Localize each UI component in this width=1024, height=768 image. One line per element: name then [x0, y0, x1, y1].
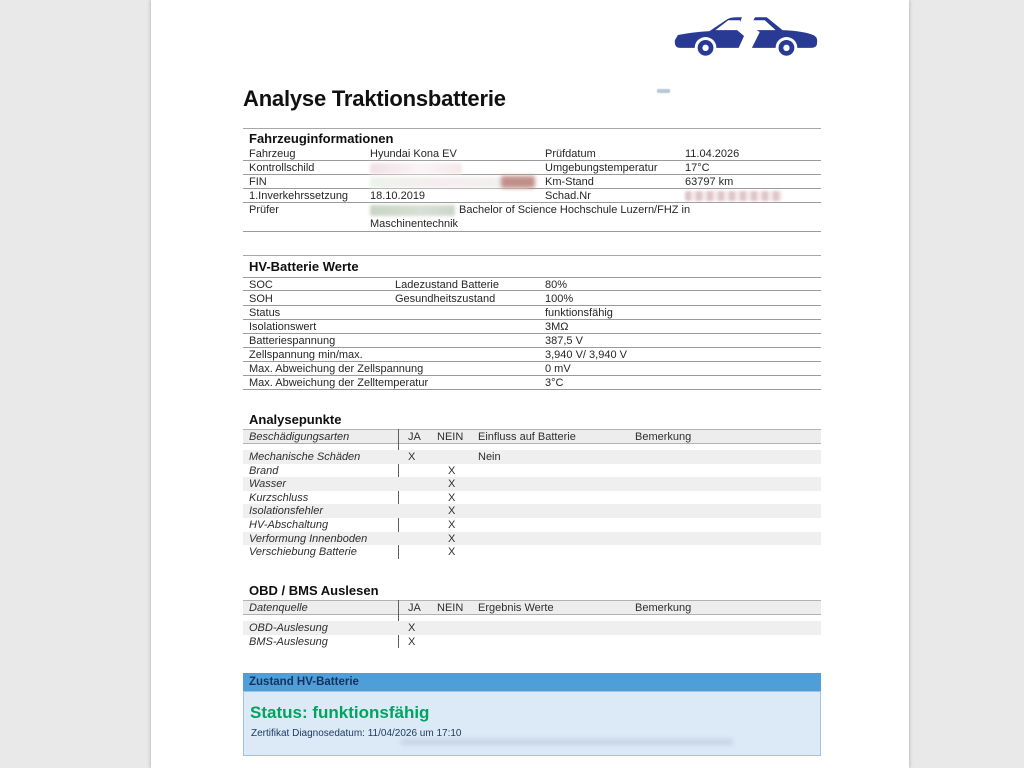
row-desc: Ladezustand Batterie [395, 279, 499, 291]
analysis-row [243, 477, 821, 491]
redacted-text-line [401, 739, 733, 745]
nein-mark: X [448, 491, 456, 504]
obd-row [243, 635, 821, 649]
analysis-section [243, 412, 821, 560]
row-label2: Umgebungstemperatur [545, 162, 658, 174]
split-car-logo [672, 12, 820, 60]
hv-values-section [243, 255, 821, 390]
obd-title: OBD / BMS Auslesen [249, 583, 379, 598]
vehicle-info-title: Fahrzeuginformationen [249, 131, 394, 146]
col-header: Datenquelle [249, 602, 308, 614]
analysis-header-row [243, 429, 821, 444]
table-row [243, 189, 821, 203]
col-header: Beschädigungsarten [249, 431, 350, 443]
ja-mark: X [408, 635, 416, 648]
vehicle-info-section [243, 128, 821, 233]
nein-mark: X [448, 505, 456, 518]
table-row [243, 161, 821, 175]
analysis-title: Analysepunkte [249, 412, 342, 427]
row-value: 3°C [545, 377, 564, 389]
row-label: Isolationswert [249, 321, 317, 333]
row-label: Fahrzeug [249, 148, 296, 160]
analysis-row [243, 491, 821, 505]
row-value2: 17°C [685, 162, 710, 174]
obd-header-row [243, 600, 821, 615]
row-value: 387,5 V [545, 335, 583, 347]
ja-mark: X [408, 622, 416, 634]
col-header: Bemerkung [635, 431, 692, 443]
redacted-value [501, 176, 535, 188]
table-row [243, 334, 821, 348]
row-value2: 63797 km [685, 176, 734, 188]
row-value: 0 mV [545, 363, 571, 375]
row-label: Batteriespannung [249, 335, 336, 347]
row-label: HV-Abschaltung [249, 519, 329, 531]
col-header-ja: JA [408, 602, 421, 614]
nein-mark: X [448, 478, 456, 491]
row-label: Kontrollschild [249, 162, 315, 174]
row-label: Status [249, 307, 281, 319]
row-label: Mechanische Schäden [249, 451, 361, 463]
analysis-row [243, 532, 821, 546]
table-row [243, 175, 821, 189]
row-label: Prüfer [249, 204, 279, 216]
row-label: Verschiebung Batterie [249, 546, 357, 559]
row-label: Max. Abweichung der Zellspannung [249, 363, 424, 375]
status-banner-header: Zustand HV-Batterie [243, 673, 821, 691]
redacted-value [370, 163, 462, 174]
table-row [243, 147, 821, 161]
row-desc: Gesundheitszustand [395, 293, 496, 305]
row-value: 3,940 V/ 3,940 V [545, 349, 627, 361]
table-row [243, 362, 821, 376]
divider [243, 128, 821, 129]
row-value: Hyundai Kona EV [370, 148, 457, 160]
redacted-value [370, 205, 455, 216]
nein-mark: X [448, 532, 456, 545]
col-header: Ergebnis Werte [478, 602, 554, 614]
row-label: OBD-Auslesung [249, 622, 328, 634]
divider [243, 255, 821, 256]
row-label: BMS-Auslesung [249, 635, 328, 648]
hv-values-title: HV-Batterie Werte [249, 259, 359, 274]
row-value: 80% [545, 279, 568, 291]
row-value-line2: Maschinentechnik [370, 218, 459, 230]
row-value: 3MΩ [545, 321, 569, 333]
row-value: funktionsfähig [545, 307, 613, 319]
col-header: Bemerkung [635, 602, 692, 614]
split-car-icon [672, 12, 820, 60]
page-title: Analyse Traktionsbatterie [243, 86, 506, 111]
table-row [243, 348, 821, 362]
analysis-row [243, 518, 821, 532]
table-row [243, 320, 821, 334]
document-page [151, 0, 909, 768]
nein-mark: X [448, 464, 456, 477]
table-row [243, 306, 821, 320]
row-label: SOC [249, 279, 273, 291]
row-value-line1: Bachelor of Science Hochschule Luzern/FHZ in [459, 204, 691, 216]
row-label2: Schad.Nr [545, 190, 591, 202]
redacted-logo-text [657, 89, 670, 93]
table-row [243, 376, 821, 390]
analysis-row [243, 450, 821, 464]
col-header-nein: NEIN [437, 431, 464, 443]
row-value: 18.10.2019 [370, 190, 426, 202]
row-label: Brand [249, 464, 279, 477]
nein-mark: X [448, 546, 456, 559]
table-row [243, 203, 821, 232]
row-label: Wasser [249, 478, 287, 491]
row-label: SOH [249, 293, 273, 305]
row-label: Verformung Innenboden [249, 532, 368, 545]
ja-mark: X [408, 451, 416, 463]
row-label: Zellspannung min/max. [249, 349, 363, 361]
row-label2: Km-Stand [545, 176, 594, 188]
row-label: FIN [249, 176, 267, 188]
analysis-row [243, 504, 821, 518]
einfluss-value: Nein [478, 451, 501, 463]
table-row [243, 277, 821, 291]
obd-section [243, 583, 821, 649]
row-label: Isolationsfehler [249, 505, 323, 518]
row-value2: 11.04.2026 [685, 148, 740, 160]
col-header-nein: NEIN [437, 602, 464, 614]
row-label: Max. Abweichung der Zelltemperatur [249, 377, 429, 389]
row-label: 1.Inverkehrssetzung [249, 190, 349, 202]
row-label: Kurzschluss [249, 491, 309, 504]
row-value: 100% [545, 293, 574, 305]
col-header: Einfluss auf Batterie [478, 431, 576, 443]
col-header-ja: JA [408, 431, 421, 443]
row-label2: Prüfdatum [545, 148, 596, 160]
status-banner-box [243, 691, 821, 756]
status-text: Status: funktionsfähig [250, 703, 430, 722]
table-row [243, 292, 821, 306]
redacted-value [685, 191, 782, 201]
status-subtext: Zertifikat Diagnosedatum: 11/04/2026 um 17:10 [251, 728, 462, 739]
obd-row [243, 621, 821, 635]
analysis-row [243, 464, 821, 478]
analysis-row [243, 545, 821, 559]
nein-mark: X [448, 519, 456, 531]
